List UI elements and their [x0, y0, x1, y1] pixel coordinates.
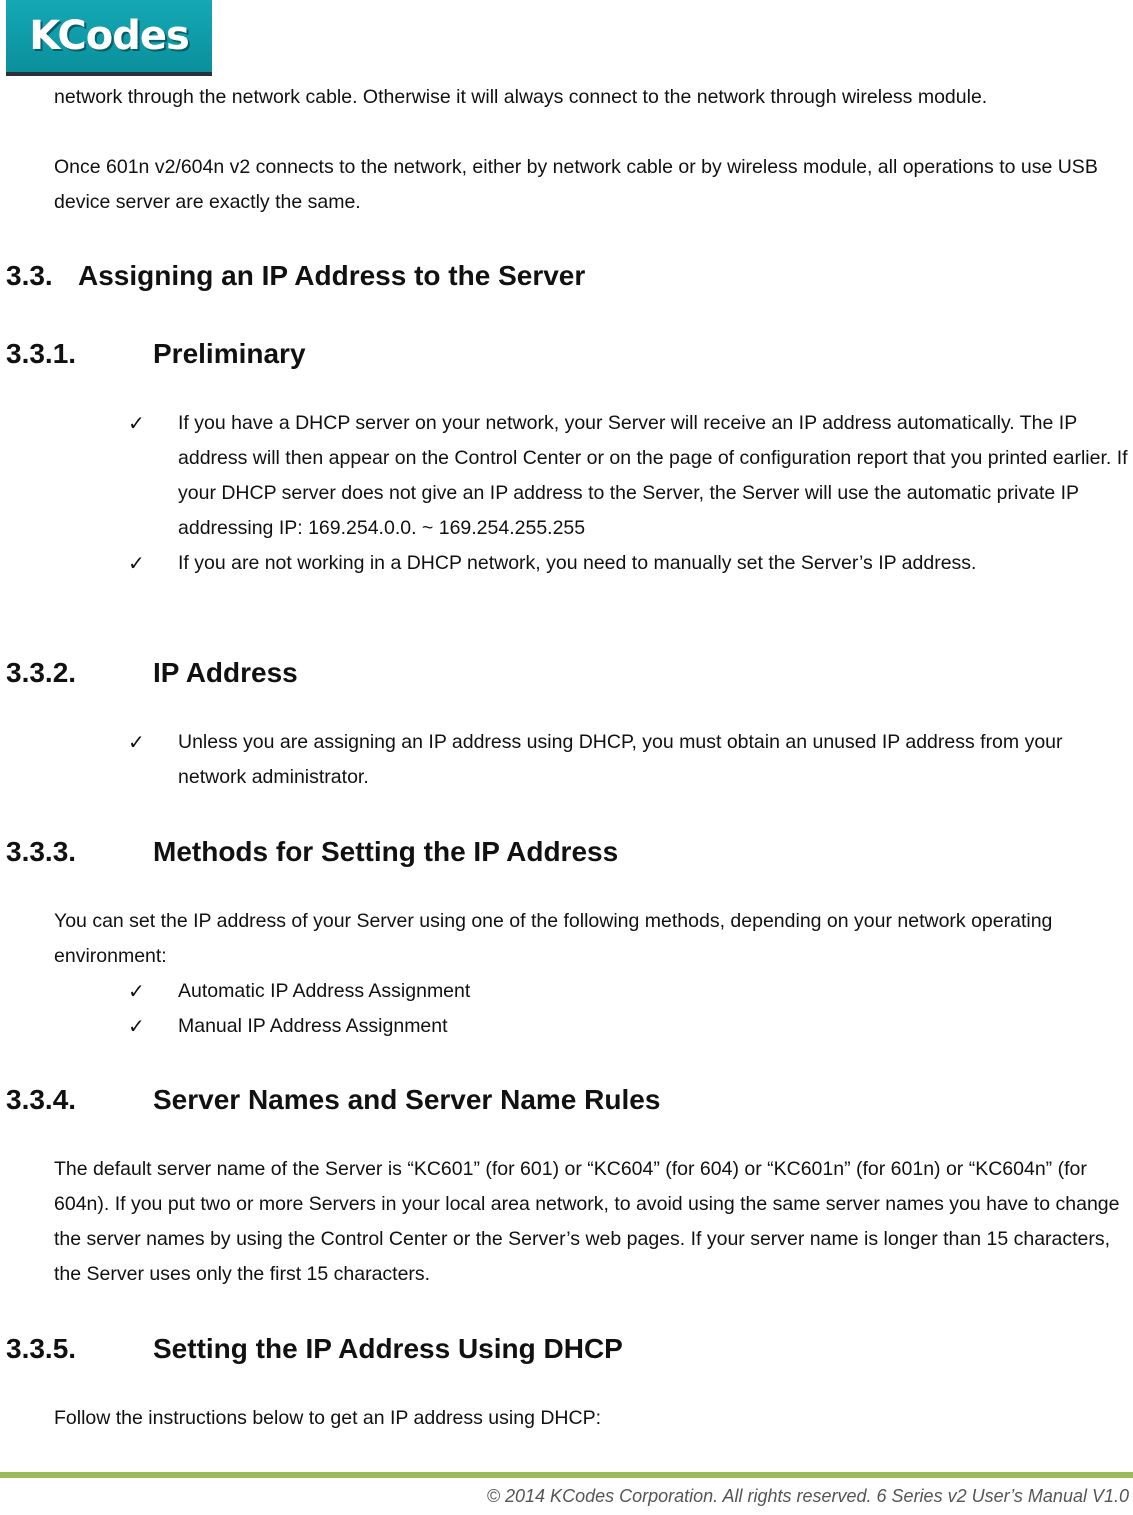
section-number: 3.3.1.	[6, 338, 77, 369]
logo-text: KCodes	[29, 13, 189, 59]
checkmark-icon: ✓	[128, 551, 145, 575]
list-item	[0, 546, 1129, 581]
bullet-text: Manual IP Address Assignment	[178, 1015, 448, 1037]
checkmark-icon: ✓	[128, 1014, 145, 1038]
methods-intro-paragraph: You can set the IP address of your Server using one of the following methods, depending on your network operating environment:	[54, 910, 1053, 967]
methods-bullet-list	[0, 974, 1129, 1044]
list-item	[0, 725, 1129, 795]
section-number: 3.3.5.	[6, 1333, 77, 1364]
footer-divider	[0, 1472, 1133, 1478]
section-heading-3-3	[6, 256, 585, 296]
section-title: Assigning an IP Address to the Server	[78, 260, 586, 291]
section-title: Server Names and Server Name Rules	[153, 1084, 661, 1115]
bullet-text: If you have a DHCP server on your network, your Server will receive an IP address automatically. The IP address will then appear on the Control Center or on the page of configuration report that you printed earlier. If your DHCP server does not give an IP address to the Server, the Server will use the automatic private IP addressing IP: 169.254.0.0. ~ 169.254.255.255	[178, 412, 1128, 539]
section-number: 3.3.	[6, 260, 53, 291]
list-item	[0, 1009, 1129, 1044]
section-heading-3-3-4	[6, 1080, 660, 1120]
bullet-text: Automatic IP Address Assignment	[178, 980, 471, 1002]
intro-paragraph-2: Once 601n v2/604n v2 connects to the network, either by network cable or by wireless module, all operations to use USB device server are exactly the same.	[54, 156, 1098, 213]
section-title: Setting the IP Address Using DHCP	[153, 1333, 623, 1364]
section-number: 3.3.4.	[6, 1084, 77, 1115]
section-heading-3-3-5	[6, 1329, 623, 1369]
section-title: IP Address	[153, 657, 298, 688]
section-heading-3-3-3	[6, 832, 618, 872]
intro-paragraph-1: network through the network cable. Otherwise it will always connect to the network through wireless module.	[54, 86, 988, 108]
checkmark-icon: ✓	[128, 411, 145, 435]
preliminary-bullet-list	[0, 406, 1129, 581]
section-heading-3-3-2	[6, 653, 298, 693]
ip-address-bullet-list	[0, 725, 1129, 795]
server-names-paragraph: The default server name of the Server is “KC601” (for 601) or “KC604” (for 604) or “KC601n” (for 601n) or “KC604n” (for 604n). If you put two or more Servers in your local area network, to avoid using the same server names you have to change the server names by using the Control Center or the Server’s web pages. If your server name is longer than 15 characters, the Server uses only the first 15 characters.	[54, 1158, 1120, 1285]
section-number: 3.3.2.	[6, 657, 77, 688]
section-title: Methods for Setting the IP Address	[153, 836, 619, 867]
bullet-text: Unless you are assigning an IP address using DHCP, you must obtain an unused IP address from your network administrator.	[178, 731, 1063, 788]
bullet-text: If you are not working in a DHCP network, you need to manually set the Server’s IP address.	[178, 552, 977, 574]
footer-copyright: © 2014 KCodes Corporation. All rights reserved. 6 Series v2 User’s Manual V1.0	[486, 1486, 1129, 1506]
dhcp-paragraph: Follow the instructions below to get an IP address using DHCP:	[54, 1407, 601, 1429]
section-title: Preliminary	[153, 338, 306, 369]
section-number: 3.3.3.	[6, 836, 77, 867]
kcodes-logo	[6, 0, 212, 76]
checkmark-icon: ✓	[128, 730, 145, 754]
list-item	[0, 406, 1129, 546]
checkmark-icon: ✓	[128, 979, 145, 1003]
section-heading-3-3-1	[6, 334, 306, 374]
list-item	[0, 974, 1129, 1009]
